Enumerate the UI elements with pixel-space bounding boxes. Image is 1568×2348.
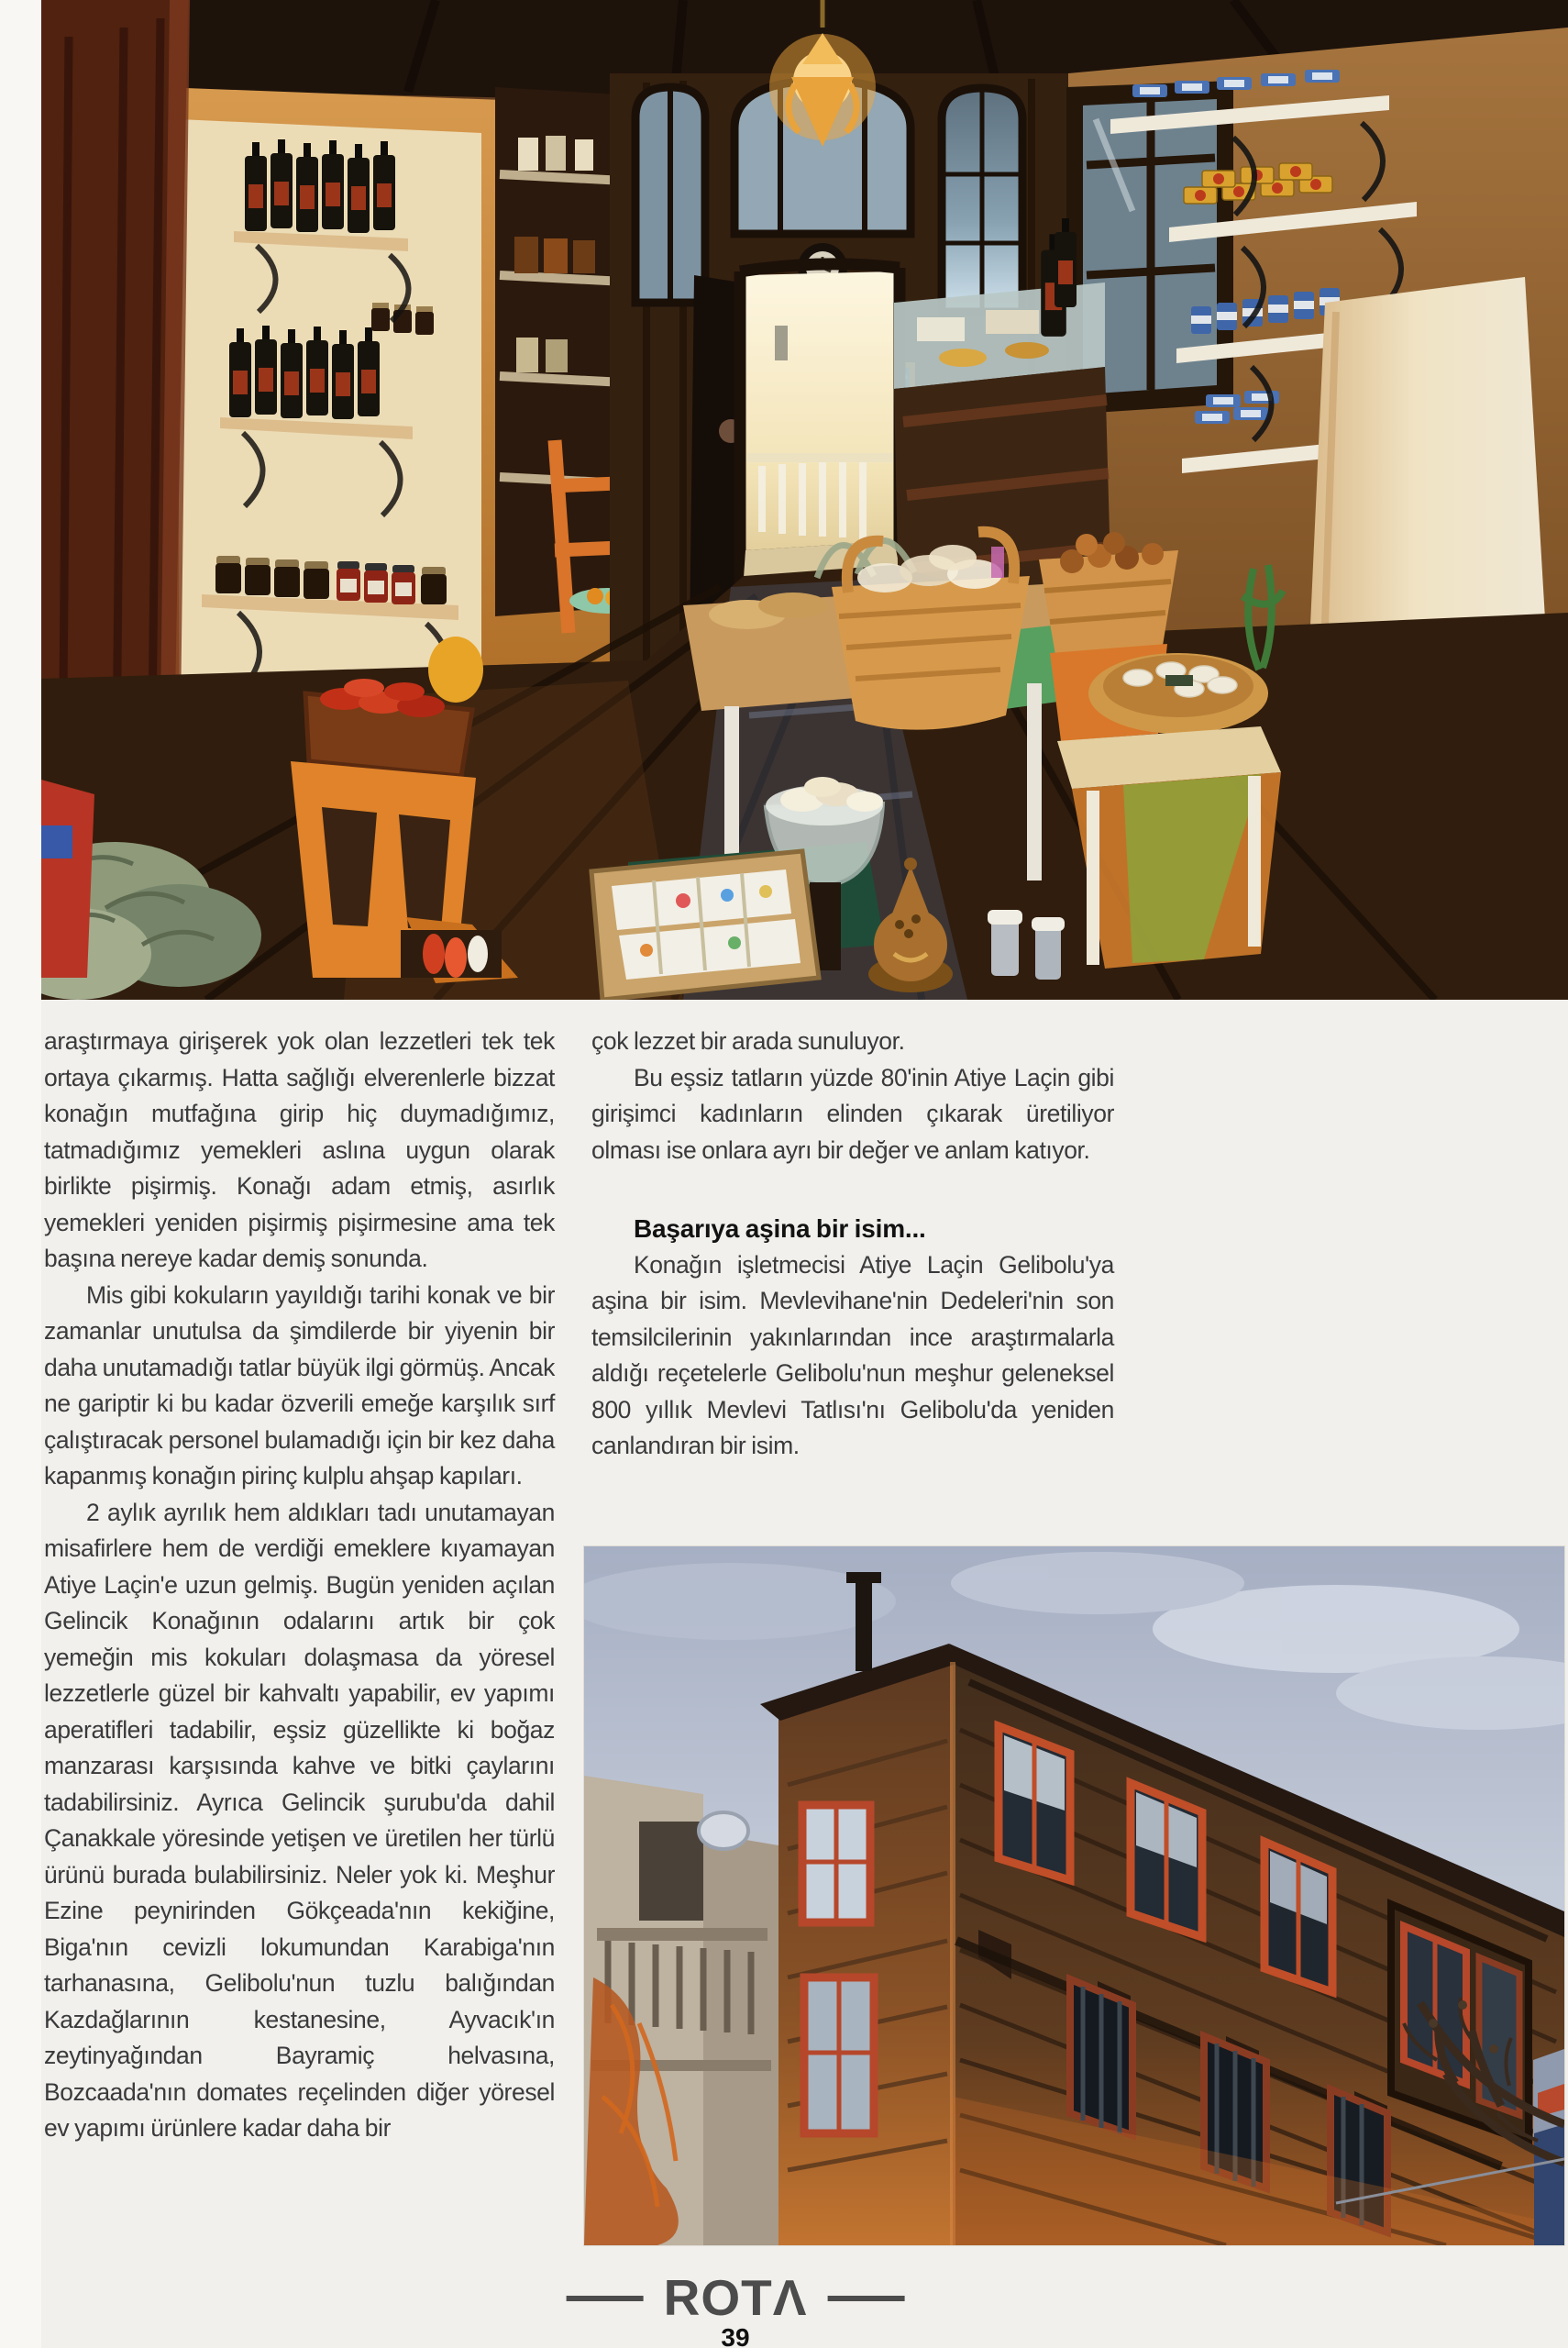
round-basket-of-soaps bbox=[1088, 653, 1268, 734]
box-tray-of-delights bbox=[591, 851, 819, 1000]
neighbour-house bbox=[584, 1776, 778, 2245]
wooden-mansion-photo bbox=[584, 1546, 1564, 2245]
rota-logo-text: ROTΛ bbox=[663, 2269, 808, 2326]
logo-left-dash bbox=[567, 2296, 644, 2301]
paragraph-continuation: çok lezzet bir arada sunuluyor. bbox=[591, 1027, 905, 1055]
paragraph: Bu eşsiz tatların yüzde 80'inin Atiye Laçin gibi girişimci kadınların elinden çıkarak üretiliyor olması ise onlara ayrı bir değer ve anlam katıyor. bbox=[591, 1063, 1114, 1164]
page-number: 39 bbox=[721, 2323, 750, 2348]
article-right-column bbox=[591, 1024, 1114, 1465]
section-heading: Başarıya aşina bir isim... bbox=[634, 1214, 926, 1243]
magazine-logo bbox=[567, 2269, 905, 2326]
paragraph: Konağın işletmecisi Atiye Laçin Gelibolu'ya aşina bir isim. Mevlevihane'nin Dedeleri'nin son temsilcilerinin yakınlarından ince araştırmalarla aldığı reçetelerle Gelibolu'nun meşhur geleneksel 800 yıllık Mevlevi Tatlısı'nı Gelibolu'da yeniden canlandıran bir isim. bbox=[591, 1250, 1114, 1459]
tulle-covered-table bbox=[1057, 726, 1281, 969]
paragraph: araştırmaya girişerek yok olan lezzetleri tek tek ortaya çıkarmış. Hatta sağlığı elverenlerle bizzat konağın mutfağına girip hiç duymadığımız, tatmadığımız yemekleri aslına uygun olarak birlikte pişirmiş. Konağı adam etmiş, asırlık yemekleri yeniden pişirmiş pişirmesine ama tek başına nereye kadar demiş sonunda. bbox=[44, 1027, 555, 1272]
logo-right-dash bbox=[827, 2296, 904, 2301]
satellite-dish bbox=[699, 1812, 748, 1849]
footer bbox=[567, 2269, 905, 2348]
paragraph: 2 aylık ayrılık hem aldıkları tadı unutamayan misafirlere hem de verdiği emeklere kıyamayan Atiye Laçin'e uzun gelmiş. Bugün yeniden açılan Gelincik Konağının odalarını artık bir çok yemeğin mis kokuları dolaşmasa da yöresel lezzetlerle güzel bir kahvaltı yapabilir, ev yapımı aperatifleri tadabilir, eşsiz güzellikte ki boğaz manzarası karşısında kahve ve bitki çaylarını tadabilirsiniz. Ayrıca Gelincik şurubu'da dahil Çanakkale yöresinde yetişen ve üretilen her türlü ürünü burada bulabilirsiniz. Neler yok ki. Meşhur Ezine peynirinden Gökçeada'nın kekiğine, Biga'nın cevizli lokumundan Karabiga'nın tarhanasına, Gelibolu'nun tuzlu balığından Kazdağlarının kestanesine, Ayvacık'ın zeytinyağından Bayramiç helvasına, Bozcaada'nın domates reçelinden diğer yöresel ev yapımı ürünlere kadar daha bir bbox=[44, 1498, 555, 2142]
paragraph: Mis gibi kokuların yayıldığı tarihi konak ve bir zamanlar unutulsa da şimdilerde bir yiyenin bir daha unutamadığı tatlar büyük ilgi görmüş. Ancak ne gariptir ki bu kadar özverili emeğe karşılık sırf çalıştıracak personel bulamadığı için bir kez daha kapanmış konağın pirinç kulplu ahşap kapıları. bbox=[44, 1280, 555, 1490]
article-left-column bbox=[44, 1024, 555, 2147]
shop-interior-photo bbox=[41, 0, 1568, 1000]
